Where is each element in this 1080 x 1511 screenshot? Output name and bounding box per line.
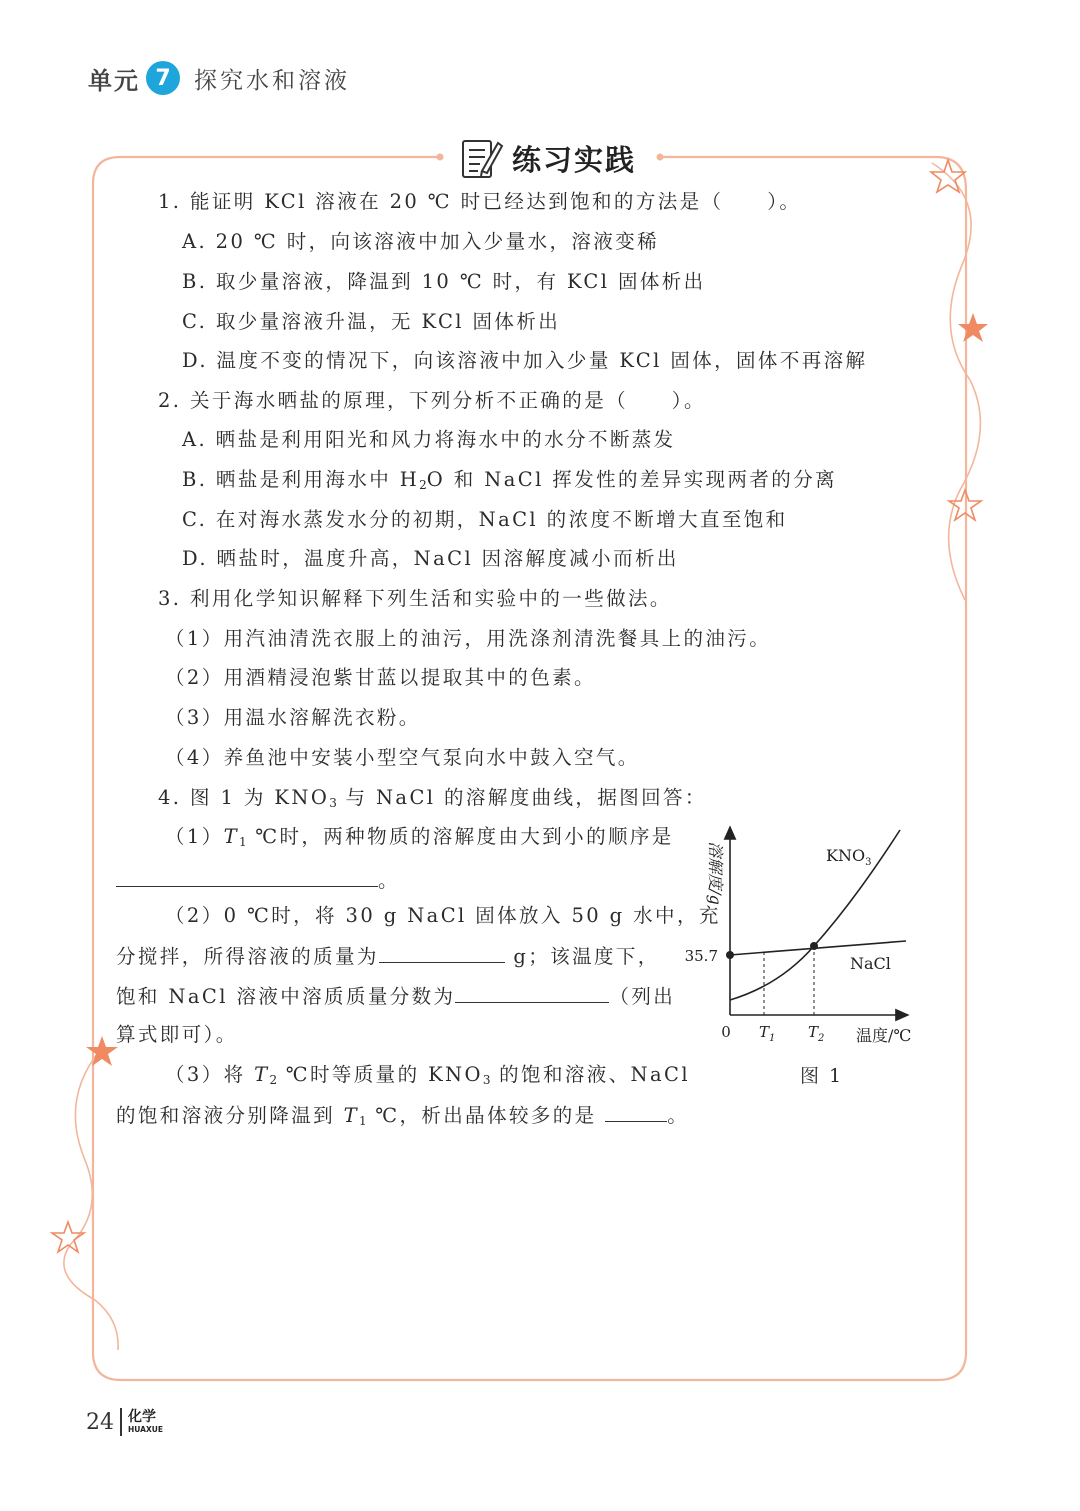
- q4-s2-text-2: g；该温度下，: [504, 945, 660, 968]
- solubility-chart: [680, 815, 930, 1050]
- series-kno3-curve: [730, 830, 900, 1000]
- question-1-option-b: B. 取少量溶液，降温到 10 ℃ 时，有 KCl 固体析出: [182, 270, 706, 293]
- question-4-sub-3-line-2: [116, 1101, 689, 1135]
- q4-s1-text: ℃时，两种物质的溶解度由大到小的顺序是: [246, 825, 674, 848]
- question-3-sub-1: （1）用汽油清洗衣服上的油污，用洗涤剂清洗餐具上的油污。: [165, 627, 772, 650]
- period: 。: [667, 1104, 690, 1127]
- option-b-text-2: O 和 NaCl 挥发性的差异实现两者的分离: [426, 468, 838, 491]
- q4-s1-prefix: （1）: [165, 825, 224, 848]
- question-3-sub-2: （2）用酒精浸泡紫甘蓝以提取其中的色素。: [165, 666, 596, 689]
- question-1-option-a: A. 20 ℃ 时，向该溶液中加入少量水，溶液变稀: [182, 230, 660, 253]
- star-icon: [958, 313, 988, 342]
- origin-label: 0: [721, 1023, 731, 1041]
- question-4-sub-2-line-4: 算式即可）。: [116, 1023, 238, 1046]
- x-tick-t2-name: T: [808, 1023, 819, 1041]
- question-4-sub-3-line-1: [165, 1061, 690, 1094]
- subscript-1: 1: [239, 835, 247, 849]
- series-label-kno3-sub: 3: [865, 857, 872, 868]
- answer-blank[interactable]: [455, 982, 609, 1003]
- subscript-2: 2: [269, 1073, 278, 1087]
- unit-label: 单元: [88, 66, 140, 95]
- q4-s2-text-4: （列出: [609, 985, 676, 1008]
- x-tick-t2: [808, 1023, 824, 1044]
- q4-stem-text-1: 4. 图 1 为 KNO: [158, 786, 330, 809]
- question-1-option-d: D. 温度不变的情况下，向该溶液中加入少量 KCl 固体，固体不再溶解: [182, 349, 868, 372]
- answer-blank[interactable]: [116, 866, 378, 887]
- subject-block: [128, 1410, 163, 1434]
- series-label-kno3: [826, 846, 871, 868]
- question-4-sub-1: [165, 823, 674, 856]
- question-3-sub-3: （3）用温水溶解洗衣粉。: [165, 706, 421, 729]
- question-1-stem: 1. 能证明 KCl 溶液在 20 ℃ 时已经达到饱和的方法是（ ）。: [158, 190, 802, 213]
- unit-number-badge: 7: [146, 61, 180, 95]
- y-axis-label: 溶解度/g: [706, 841, 725, 905]
- q4-s2-text-1: 分搅拌，所得溶液的质量为: [116, 945, 379, 968]
- section-title-block: [448, 130, 648, 186]
- question-2-option-c: C. 在对海水蒸发水分的初期，NaCl 的浓度不断增大直至饱和: [182, 508, 788, 531]
- figure-caption: 图 1: [800, 1065, 844, 1087]
- answer-blank[interactable]: [379, 942, 505, 963]
- var-t: T: [223, 825, 240, 848]
- x-tick-t1: [759, 1023, 775, 1044]
- question-4-sub-2-line-1: （2）0 ℃时，将 30 g NaCl 固体放入 50 g 水中，充: [165, 904, 721, 927]
- question-2-stem: 2. 关于海水晒盐的原理，下列分析不正确的是（ ）。: [158, 389, 706, 412]
- page-number: 24: [86, 1409, 114, 1435]
- y-tick-label: 35.7: [684, 947, 718, 965]
- var-t: T: [254, 1063, 270, 1086]
- q4-s2-text-3: 饱和 NaCl 溶液中溶质质量分数为: [116, 985, 456, 1008]
- question-4-sub-1-answer: [116, 866, 400, 895]
- subject-name: 化学: [128, 1409, 156, 1426]
- q4-s3-text-3: 的饱和溶液、NaCl: [490, 1063, 690, 1086]
- question-3-sub-4: （4）养鱼池中安装小型空气泵向水中鼓入空气。: [165, 746, 640, 769]
- question-3-stem: 3. 利用化学知识解释下列生活和实验中的一些做法。: [158, 587, 672, 610]
- footer-divider: [120, 1408, 122, 1436]
- q4-s3-text-5: ℃，析出晶体较多的是: [366, 1104, 606, 1127]
- q4-s3-text-4: 的饱和溶液分别降温到: [116, 1104, 344, 1127]
- page-footer: [86, 1408, 163, 1436]
- subscript-3: 3: [482, 1073, 491, 1087]
- nacl-start-point: [726, 951, 734, 959]
- series-nacl-line: [730, 941, 906, 955]
- series-label-kno3-name: KNO: [826, 846, 866, 865]
- notepad-pencil-icon: [460, 135, 504, 181]
- subscript-2: 2: [419, 478, 427, 492]
- x-tick-t1-name: T: [759, 1023, 770, 1041]
- question-2-option-b: [182, 466, 837, 499]
- x-tick-t1-sub: 1: [769, 1033, 776, 1044]
- q4-stem-text-2: 与 NaCl 的溶解度曲线，据图回答：: [336, 786, 707, 809]
- question-4-sub-2-line-2: [116, 942, 660, 971]
- subscript-1: 1: [359, 1114, 367, 1128]
- x-tick-t2-sub: 2: [818, 1033, 825, 1044]
- q4-s3-text-2: ℃时等质量的 KNO: [277, 1063, 483, 1086]
- option-b-text-1: B. 晒盐是利用海水中 H: [182, 468, 420, 491]
- question-1-option-c: C. 取少量溶液升温，无 KCl 固体析出: [182, 310, 561, 333]
- series-label-nacl: NaCl: [850, 954, 891, 973]
- var-t: T: [343, 1104, 360, 1127]
- question-4-stem: [158, 784, 707, 817]
- intersection-point: [810, 942, 818, 950]
- subject-pinyin: HUAXUE: [128, 1425, 163, 1435]
- question-2-option-a: A. 晒盐是利用阳光和风力将海水中的水分不断蒸发: [182, 428, 676, 451]
- q4-s3-text-1: （3）将: [165, 1063, 255, 1086]
- unit-title: 探究水和溶液: [194, 67, 350, 94]
- answer-blank[interactable]: [605, 1101, 667, 1122]
- question-2-option-d: D. 晒盐时，温度升高，NaCl 因溶解度减小而析出: [182, 547, 679, 570]
- section-title: 练习实践: [511, 142, 636, 177]
- x-axis-label: 温度/℃: [856, 1026, 912, 1045]
- question-4-sub-2-line-3: [116, 982, 675, 1011]
- subscript-3: 3: [329, 796, 337, 810]
- period: 。: [378, 869, 400, 892]
